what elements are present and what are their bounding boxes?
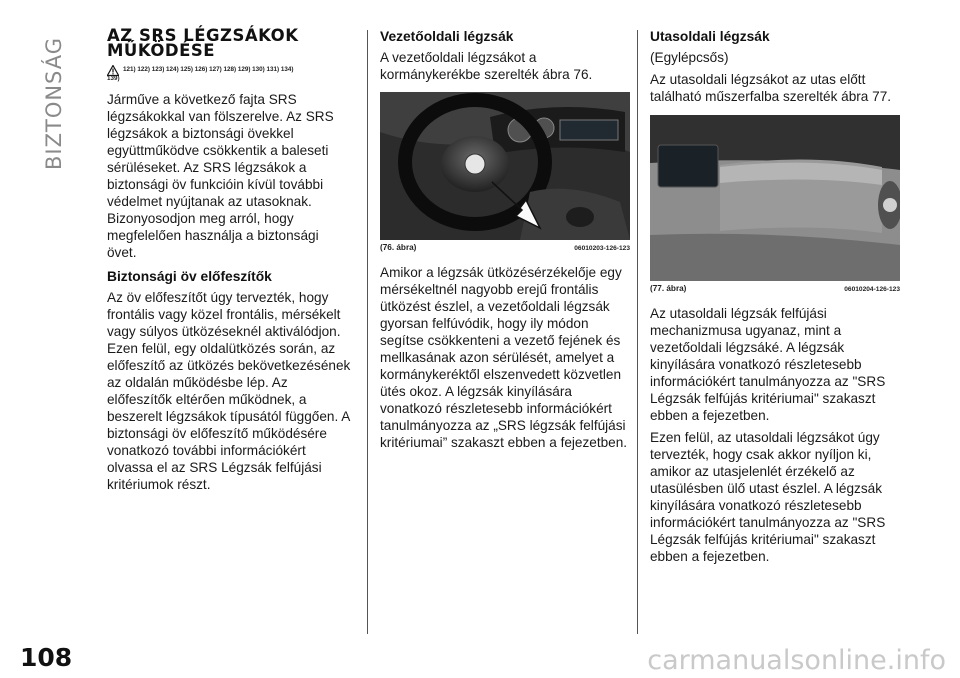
dashboard-illustration [650,115,900,281]
warning-references: 121) 122) 123) 124) 125) 126) 127) 128) 129) 130) 131) 134) [123,66,294,73]
driver-airbag-body: Amikor a légzsák ütközésérzékelője egy mérsékeltnél nagyobb erejű frontális ütközést észlel, a vezetőoldali légzsák gyorsan felfúvódik, hogy ily módon segítse csökkenteni a vezető fejének és mellkasának azon sérülését, amelyet a kormánykeréktől elszenvedett közvetlen ütés okoz. A légzsák kinyílására vonatkozó részletesebb információkért tanulmányozza az „SRS légzsák felfújási kritériumai” szakaszt ebben a fejezetben. [380,265,628,450]
intro-paragraph: Járműve a következő fajta SRS légzsákokkal van fölszerelve. Az SRS légzsákok a biztonsági övekkel együttműködve csökkentik a baleseti sérüléseket. Az SRS légzsákok a biztonsági öv funkcióin kívül további védelmet nyújtanak az utasoknak. Bizonyosodjon meg arról, hogy megfelelően használja a biztonsági övet. [107,92,334,260]
passenger-airbag-intro: Az utasoldali légzsákot az utas előtt található műszerfalba szerelték ábra 77. [650,72,892,104]
figure-77-number: (77. ábra) [650,284,687,293]
driver-airbag-heading: Vezetőoldali légzsák [380,29,514,44]
driver-airbag-intro: A vezetőoldali légzsákot a kormánykerékbe szerelték ábra 76. [380,50,593,82]
passenger-airbag-body-2: Ezen felül, az utasoldali légzsákot úgy tervezték, hogy csak akkor nyíljon ki, amikor az utasjelenlét érzékelő az utasülésben ülő utast észlel. A légzsák kinyílására vonatkozó részletesebb információkért tanulmányozza az "SRS Légzsák felfújás kritériumai" szakaszt ebben a fejezetben. [650,430,886,564]
section-title [107,28,351,58]
passenger-airbag-subtitle: (Egylépcsős) [650,50,729,65]
page-number: 108 [20,643,73,672]
figure-77-caption [650,284,900,293]
warning-references-cont: 139) [107,75,120,82]
figure-77 [650,115,900,293]
steering-wheel-illustration [380,92,630,240]
section-side-label: BIZTONSÁG [42,36,66,170]
figure-76-number: (76. ábra) [380,243,417,252]
column-left [107,28,351,493]
column-middle [380,28,630,451]
section-title-line1: AZ SRS LÉGZSÁKOK [107,26,299,45]
figure-77-code: 06010204-126-123 [844,286,900,293]
figure-76-code: 06010203-126-123 [574,245,630,252]
figure-76 [380,92,630,252]
column-divider-1 [367,30,368,634]
column-right [650,28,900,565]
pretensioner-paragraph: Az öv előfeszítőt úgy tervezték, hogy frontális vagy közel frontális, mérsékelt vagy súlyos ütközéseknél aktiválódjon. Ezen felül, egy oldalütközés során, az előfeszítő az ütközés bekövetkezésének az oldalán működésbe lép. Az előfeszítők eltérően működnek, a beszerelt légzsákok típusától függően. A biztonsági öv előfeszítő működésére vonatkozó további információkért olvassa el az SRS Légzsák felfújási kritériumok részt. [107,290,351,492]
pretensioner-heading: Biztonsági öv előfeszítők [107,269,272,284]
figure-76-caption [380,243,630,252]
section-title-line2: MŰKÖDÉSE [107,41,216,60]
column-divider-2 [637,30,638,634]
passenger-airbag-body-1: Az utasoldali légzsák felfújási mechanizmusa ugyanaz, mint a vezetőoldali légzsáké. A légzsák kinyílására vonatkozó részletesebb információkért tanulmányozza az "SRS Légzsák felfújás kritériumai" szakaszt ebben a fejezetben. [650,306,886,423]
watermark: carmanualsonline.info [647,645,946,676]
passenger-airbag-heading: Utasoldali légzsák [650,29,770,44]
